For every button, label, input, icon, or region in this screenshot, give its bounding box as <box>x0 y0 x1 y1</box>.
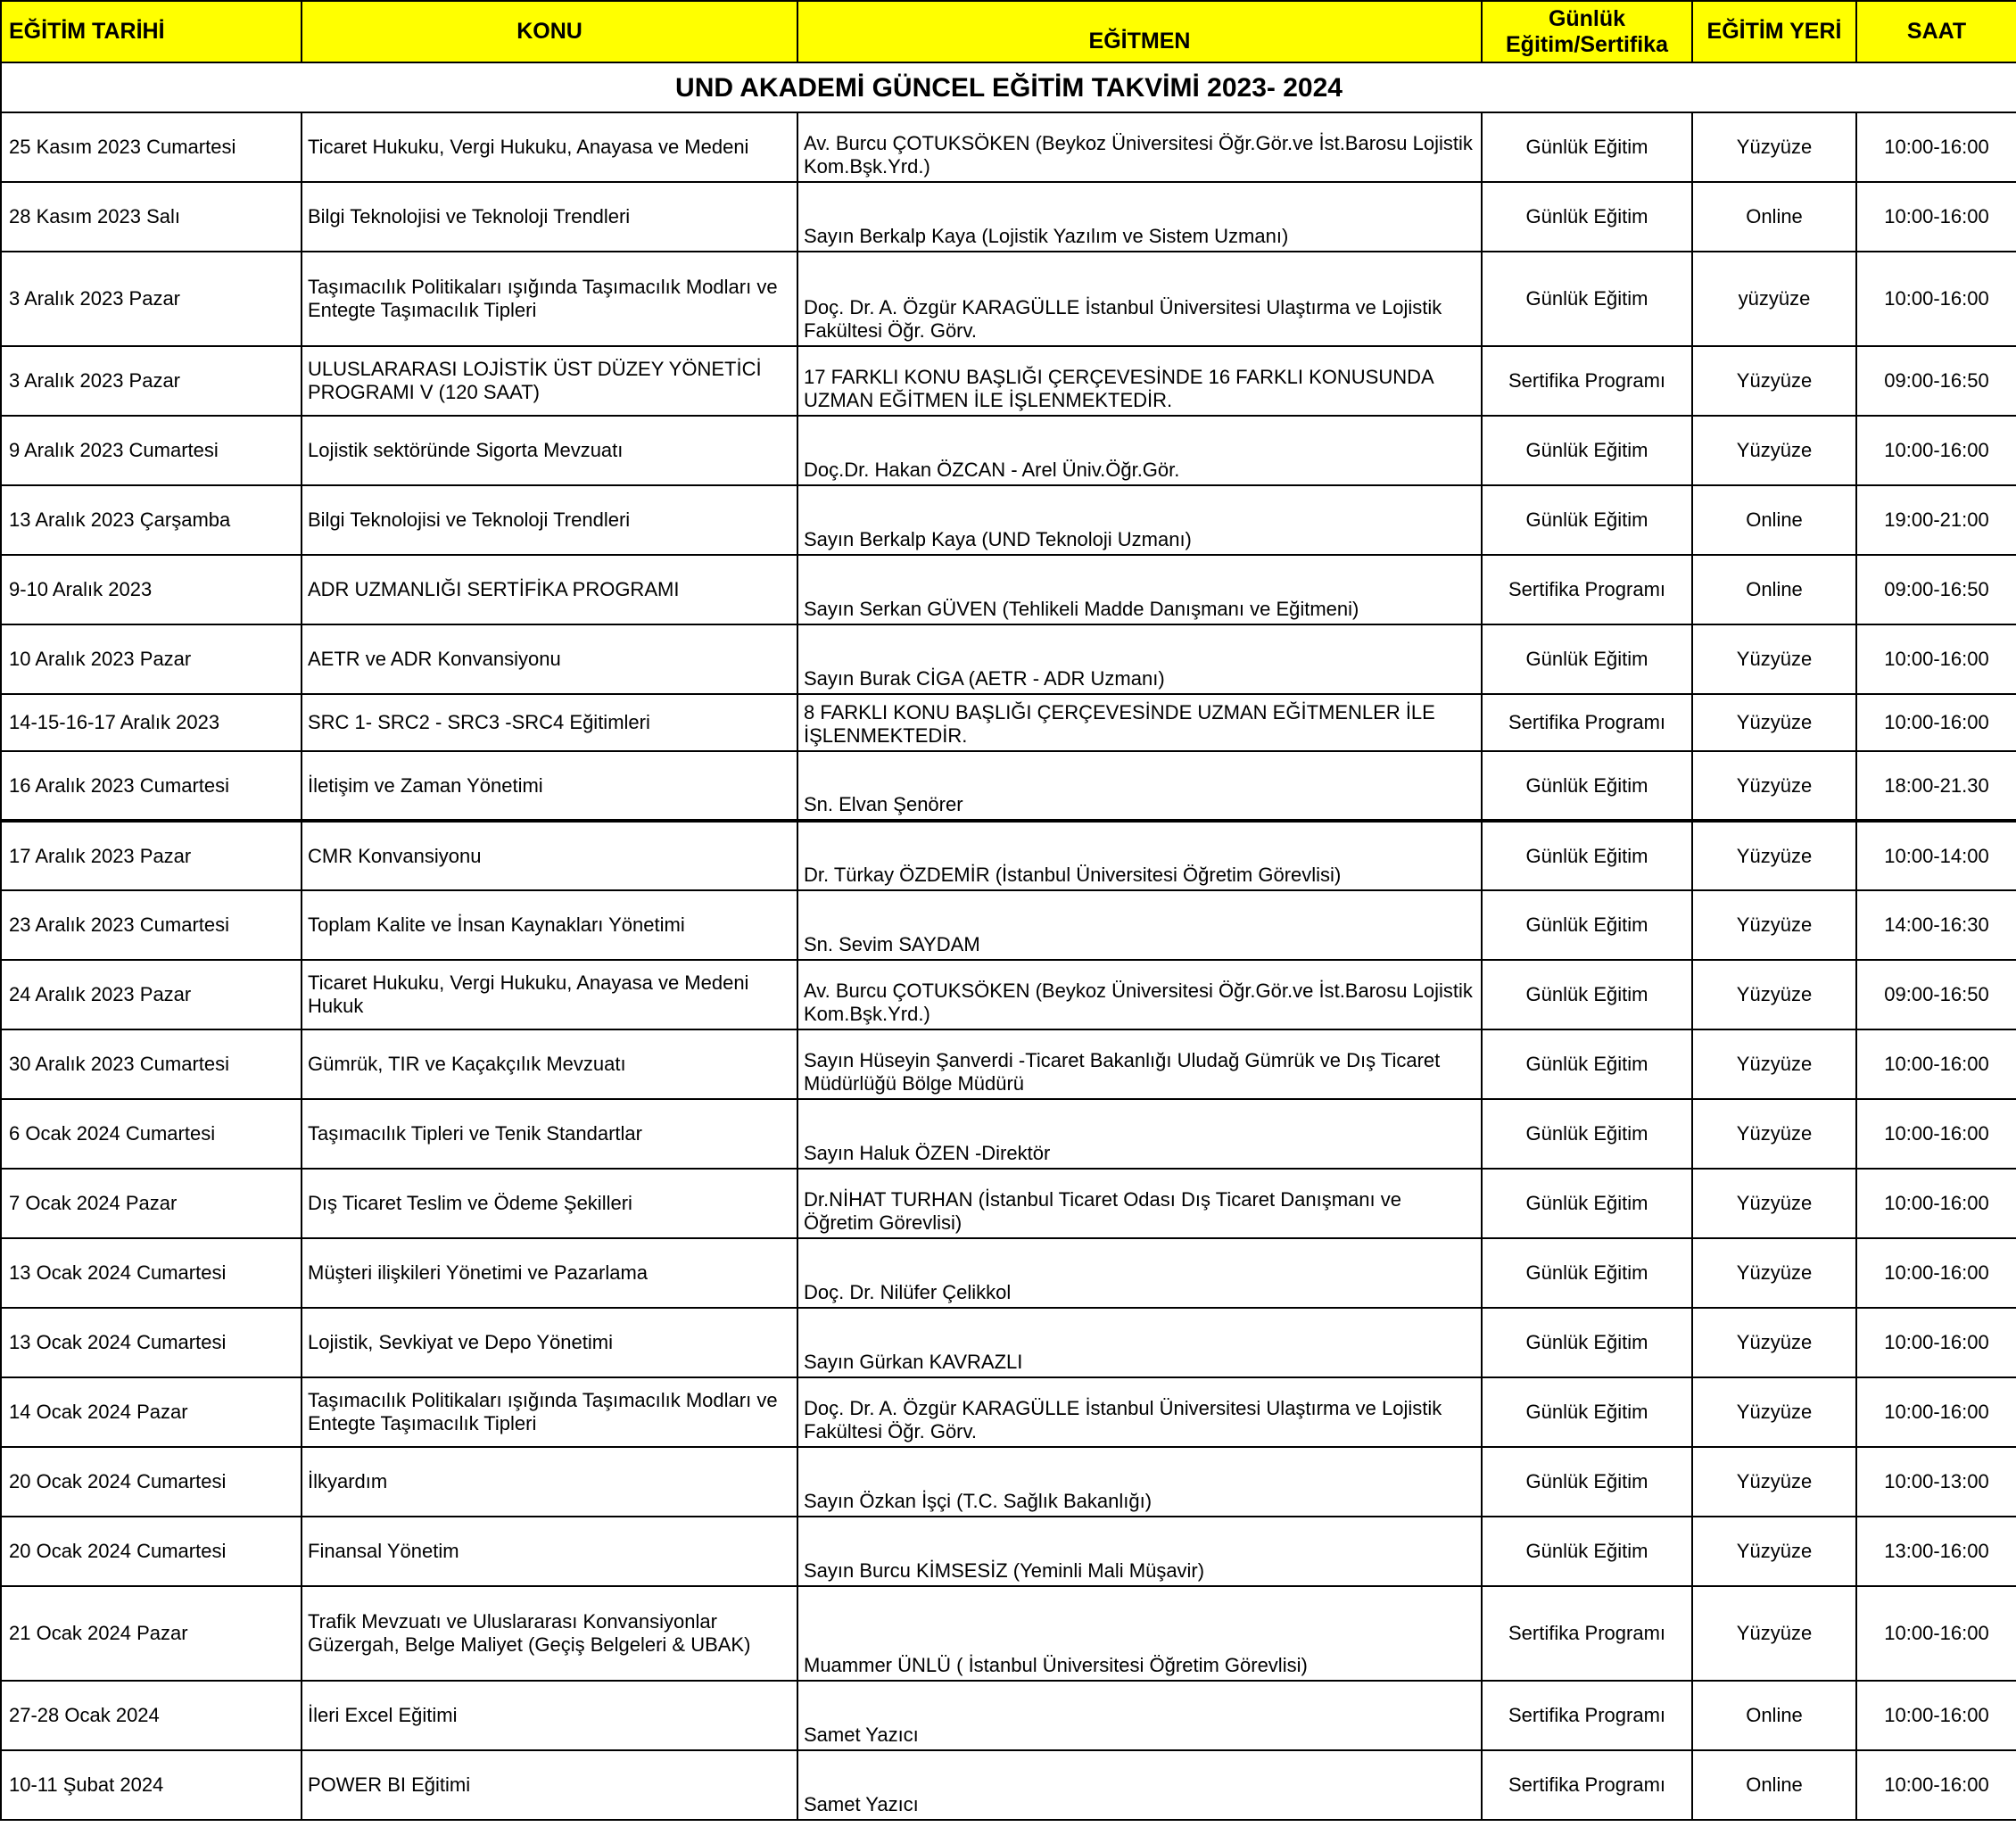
cell-topic: İletişim ve Zaman Yönetimi <box>302 751 797 821</box>
cell-topic: Finansal Yönetim <box>302 1517 797 1586</box>
table-row <box>1 1681 2016 1750</box>
cell-topic: Lojistik, Sevkiyat ve Depo Yönetimi <box>302 1308 797 1377</box>
cell-trainer: 17 FARKLI KONU BAŞLIĞI ÇERÇEVESİNDE 16 FARKLI KONUSUNDA UZMAN EĞİTMEN İLE İŞLENMEKTEDİR. <box>797 346 1482 416</box>
cell-date: 21 Ocak 2024 Pazar <box>1 1586 302 1681</box>
table-row <box>1 821 2016 890</box>
cell-time: 09:00-16:50 <box>1856 960 2016 1029</box>
cell-date: 27-28 Ocak 2024 <box>1 1681 302 1750</box>
cell-topic: CMR Konvansiyonu <box>302 821 797 890</box>
cell-date: 10-11 Şubat 2024 <box>1 1750 302 1820</box>
table-row <box>1 1099 2016 1169</box>
table-row <box>1 1308 2016 1377</box>
cell-place: Yüzyüze <box>1692 1099 1856 1169</box>
cell-trainer: Sayın Haluk ÖZEN -Direktör <box>797 1099 1482 1169</box>
cell-trainer: Sayın Berkalp Kaya (UND Teknoloji Uzmanı) <box>797 485 1482 555</box>
cell-place: Online <box>1692 1750 1856 1820</box>
table-row <box>1 416 2016 485</box>
cell-type: Günlük Eğitim <box>1482 1238 1692 1308</box>
cell-time: 10:00-16:00 <box>1856 1750 2016 1820</box>
cell-topic: Toplam Kalite ve İnsan Kaynakları Yönetimi <box>302 890 797 960</box>
cell-time: 10:00-16:00 <box>1856 1308 2016 1377</box>
cell-time: 10:00-16:00 <box>1856 1169 2016 1238</box>
cell-topic: AETR ve ADR Konvansiyonu <box>302 624 797 694</box>
cell-type: Sertifika Programı <box>1482 555 1692 624</box>
cell-date: 9 Aralık 2023 Cumartesi <box>1 416 302 485</box>
cell-topic: POWER BI Eğitimi <box>302 1750 797 1820</box>
column-header-konu: KONU <box>302 1 797 62</box>
cell-trainer: Doç. Dr. A. Özgür KARAGÜLLE İstanbul Üniversitesi Ulaştırma ve Lojistik Fakültesi Öğr. Görv. <box>797 1377 1482 1447</box>
table-row <box>1 1238 2016 1308</box>
cell-place: yüzyüze <box>1692 252 1856 346</box>
cell-type: Günlük Eğitim <box>1482 624 1692 694</box>
cell-place: Yüzyüze <box>1692 416 1856 485</box>
table-row <box>1 694 2016 751</box>
cell-type: Günlük Eğitim <box>1482 1308 1692 1377</box>
cell-place: Yüzyüze <box>1692 751 1856 821</box>
cell-type: Sertifika Programı <box>1482 1681 1692 1750</box>
table-row <box>1 555 2016 624</box>
cell-topic: Taşımacılık Tipleri ve Tenik Standartlar <box>302 1099 797 1169</box>
table-body <box>1 112 2016 1820</box>
cell-trainer: Doç.Dr. Hakan ÖZCAN - Arel Üniv.Öğr.Gör. <box>797 416 1482 485</box>
table-row <box>1 112 2016 182</box>
table-row <box>1 1447 2016 1517</box>
cell-type: Günlük Eğitim <box>1482 751 1692 821</box>
table-row <box>1 1169 2016 1238</box>
cell-place: Yüzyüze <box>1692 960 1856 1029</box>
cell-date: 14 Ocak 2024 Pazar <box>1 1377 302 1447</box>
cell-topic: ULUSLARARASI LOJİSTİK ÜST DÜZEY YÖNETİCİ PROGRAMI V (120 SAAT) <box>302 346 797 416</box>
cell-topic: İlkyardım <box>302 1447 797 1517</box>
cell-place: Online <box>1692 555 1856 624</box>
cell-time: 18:00-21.30 <box>1856 751 2016 821</box>
cell-place: Yüzyüze <box>1692 624 1856 694</box>
cell-trainer: Sayın Gürkan KAVRAZLI <box>797 1308 1482 1377</box>
cell-topic: SRC 1- SRC2 - SRC3 -SRC4 Eğitimleri <box>302 694 797 751</box>
cell-place: Online <box>1692 1681 1856 1750</box>
table-header-row <box>1 1 2016 62</box>
cell-date: 13 Ocak 2024 Cumartesi <box>1 1308 302 1377</box>
cell-time: 10:00-16:00 <box>1856 694 2016 751</box>
table-row <box>1 182 2016 252</box>
cell-trainer: Dr.NİHAT TURHAN (İstanbul Ticaret Odası Dış Ticaret Danışmanı ve Öğretim Görevlisi) <box>797 1169 1482 1238</box>
cell-type: Günlük Eğitim <box>1482 182 1692 252</box>
cell-time: 14:00-16:30 <box>1856 890 2016 960</box>
cell-trainer: Muammer ÜNLÜ ( İstanbul Üniversitesi Öğretim Görevlisi) <box>797 1586 1482 1681</box>
table-row <box>1 751 2016 821</box>
page-title: UND AKADEMİ GÜNCEL EĞİTİM TAKVİMİ 2023- 2024 <box>1 62 2016 112</box>
cell-time: 10:00-14:00 <box>1856 821 2016 890</box>
cell-time: 10:00-16:00 <box>1856 1238 2016 1308</box>
cell-trainer: Sayın Burak CİGA (AETR - ADR Uzmanı) <box>797 624 1482 694</box>
title-row <box>1 62 2016 112</box>
cell-date: 24 Aralık 2023 Pazar <box>1 960 302 1029</box>
table-row <box>1 1750 2016 1820</box>
cell-type: Sertifika Programı <box>1482 694 1692 751</box>
table-row <box>1 346 2016 416</box>
cell-date: 13 Aralık 2023 Çarşamba <box>1 485 302 555</box>
cell-time: 10:00-13:00 <box>1856 1447 2016 1517</box>
column-header-egitmen: EĞİTMEN <box>797 1 1482 62</box>
cell-place: Online <box>1692 485 1856 555</box>
cell-topic: Lojistik sektöründe Sigorta Mevzuatı <box>302 416 797 485</box>
column-header-gunluk-egitim-sertifika: Günlük Eğitim/Sertifika <box>1482 1 1692 62</box>
cell-topic: Dış Ticaret Teslim ve Ödeme Şekilleri <box>302 1169 797 1238</box>
table-row <box>1 485 2016 555</box>
table-row <box>1 960 2016 1029</box>
cell-trainer: Sayın Burcu KİMSESİZ (Yeminli Mali Müşavir) <box>797 1517 1482 1586</box>
cell-date: 6 Ocak 2024 Cumartesi <box>1 1099 302 1169</box>
table-row <box>1 890 2016 960</box>
cell-type: Sertifika Programı <box>1482 346 1692 416</box>
cell-trainer: Samet Yazıcı <box>797 1681 1482 1750</box>
cell-trainer: Av. Burcu ÇOTUKSÖKEN (Beykoz Üniversitesi Öğr.Gör.ve İst.Barosu Lojistik Kom.Bşk.Yrd.) <box>797 112 1482 182</box>
cell-type: Günlük Eğitim <box>1482 1029 1692 1099</box>
table-row <box>1 1517 2016 1586</box>
cell-type: Günlük Eğitim <box>1482 1447 1692 1517</box>
cell-topic: Trafik Mevzuatı ve Uluslararası Konvansiyonlar Güzergah, Belge Maliyet (Geçiş Belgeleri & UBAK) <box>302 1586 797 1681</box>
cell-time: 10:00-16:00 <box>1856 1099 2016 1169</box>
cell-date: 17 Aralık 2023 Pazar <box>1 821 302 890</box>
cell-type: Günlük Eğitim <box>1482 890 1692 960</box>
cell-time: 10:00-16:00 <box>1856 252 2016 346</box>
cell-time: 10:00-16:00 <box>1856 1586 2016 1681</box>
cell-type: Sertifika Programı <box>1482 1750 1692 1820</box>
cell-topic: Taşımacılık Politikaları ışığında Taşımacılık Modları ve Entegte Taşımacılık Tipleri <box>302 252 797 346</box>
cell-date: 13 Ocak 2024 Cumartesi <box>1 1238 302 1308</box>
cell-date: 3 Aralık 2023 Pazar <box>1 252 302 346</box>
cell-time: 10:00-16:00 <box>1856 624 2016 694</box>
cell-date: 20 Ocak 2024 Cumartesi <box>1 1447 302 1517</box>
cell-place: Yüzyüze <box>1692 694 1856 751</box>
cell-place: Yüzyüze <box>1692 112 1856 182</box>
cell-place: Yüzyüze <box>1692 890 1856 960</box>
cell-time: 10:00-16:00 <box>1856 112 2016 182</box>
cell-date: 7 Ocak 2024 Pazar <box>1 1169 302 1238</box>
cell-trainer: Sayın Berkalp Kaya (Lojistik Yazılım ve Sistem Uzmanı) <box>797 182 1482 252</box>
cell-topic: Gümrük, TIR ve Kaçakçılık Mevzuatı <box>302 1029 797 1099</box>
cell-place: Yüzyüze <box>1692 1447 1856 1517</box>
cell-time: 09:00-16:50 <box>1856 346 2016 416</box>
cell-trainer: Sn. Elvan Şenörer <box>797 751 1482 821</box>
cell-date: 20 Ocak 2024 Cumartesi <box>1 1517 302 1586</box>
cell-place: Yüzyüze <box>1692 1377 1856 1447</box>
cell-place: Online <box>1692 182 1856 252</box>
cell-trainer: Dr. Türkay ÖZDEMİR (İstanbul Üniversitesi Öğretim Görevlisi) <box>797 821 1482 890</box>
cell-trainer: Sayın Serkan GÜVEN (Tehlikeli Madde Danışmanı ve Eğitmeni) <box>797 555 1482 624</box>
table-row <box>1 624 2016 694</box>
cell-type: Günlük Eğitim <box>1482 1377 1692 1447</box>
cell-trainer: Samet Yazıcı <box>797 1750 1482 1820</box>
cell-trainer: Sayın Hüseyin Şanverdi -Ticaret Bakanlığı Uludağ Gümrük ve Dış Ticaret Müdürlüğü Bölge Müdürü <box>797 1029 1482 1099</box>
cell-trainer: Doç. Dr. A. Özgür KARAGÜLLE İstanbul Üniversitesi Ulaştırma ve Lojistik Fakültesi Öğr. Görv. <box>797 252 1482 346</box>
cell-place: Yüzyüze <box>1692 1029 1856 1099</box>
table-row <box>1 252 2016 346</box>
cell-place: Yüzyüze <box>1692 821 1856 890</box>
cell-time: 10:00-16:00 <box>1856 182 2016 252</box>
cell-topic: Bilgi Teknolojisi ve Teknoloji Trendleri <box>302 485 797 555</box>
table-row <box>1 1586 2016 1681</box>
cell-date: 28 Kasım 2023 Salı <box>1 182 302 252</box>
cell-date: 14-15-16-17 Aralık 2023 <box>1 694 302 751</box>
cell-time: 19:00-21:00 <box>1856 485 2016 555</box>
cell-place: Yüzyüze <box>1692 1238 1856 1308</box>
cell-topic: Müşteri ilişkileri Yönetimi ve Pazarlama <box>302 1238 797 1308</box>
cell-topic: ADR UZMANLIĞI SERTİFİKA PROGRAMI <box>302 555 797 624</box>
cell-topic: Ticaret Hukuku, Vergi Hukuku, Anayasa ve Medeni Hukuk <box>302 960 797 1029</box>
cell-date: 30 Aralık 2023 Cumartesi <box>1 1029 302 1099</box>
column-header-egitim-yeri: EĞİTİM YERİ <box>1692 1 1856 62</box>
cell-trainer: Av. Burcu ÇOTUKSÖKEN (Beykoz Üniversitesi Öğr.Gör.ve İst.Barosu Lojistik Kom.Bşk.Yrd.) <box>797 960 1482 1029</box>
cell-type: Günlük Eğitim <box>1482 112 1692 182</box>
cell-time: 10:00-16:00 <box>1856 1029 2016 1099</box>
cell-type: Günlük Eğitim <box>1482 960 1692 1029</box>
cell-date: 3 Aralık 2023 Pazar <box>1 346 302 416</box>
cell-date: 16 Aralık 2023 Cumartesi <box>1 751 302 821</box>
cell-type: Günlük Eğitim <box>1482 821 1692 890</box>
cell-topic: İleri Excel Eğitimi <box>302 1681 797 1750</box>
cell-topic: Bilgi Teknolojisi ve Teknoloji Trendleri <box>302 182 797 252</box>
cell-type: Günlük Eğitim <box>1482 1099 1692 1169</box>
cell-time: 10:00-16:00 <box>1856 1377 2016 1447</box>
cell-time: 10:00-16:00 <box>1856 416 2016 485</box>
cell-date: 10 Aralık 2023 Pazar <box>1 624 302 694</box>
cell-type: Günlük Eğitim <box>1482 485 1692 555</box>
cell-time: 13:00-16:00 <box>1856 1517 2016 1586</box>
cell-trainer: 8 FARKLI KONU BAŞLIĞI ÇERÇEVESİNDE UZMAN EĞİTMENLER İLE İŞLENMEKTEDİR. <box>797 694 1482 751</box>
column-header-egitim-tarihi: EĞİTİM TARİHİ <box>1 1 302 62</box>
cell-type: Sertifika Programı <box>1482 1586 1692 1681</box>
cell-type: Günlük Eğitim <box>1482 1169 1692 1238</box>
cell-type: Günlük Eğitim <box>1482 416 1692 485</box>
cell-date: 23 Aralık 2023 Cumartesi <box>1 890 302 960</box>
cell-topic: Ticaret Hukuku, Vergi Hukuku, Anayasa ve Medeni <box>302 112 797 182</box>
table-row <box>1 1029 2016 1099</box>
cell-date: 25 Kasım 2023 Cumartesi <box>1 112 302 182</box>
cell-topic: Taşımacılık Politikaları ışığında Taşımacılık Modları ve Entegte Taşımacılık Tipleri <box>302 1377 797 1447</box>
cell-type: Günlük Eğitim <box>1482 252 1692 346</box>
cell-type: Günlük Eğitim <box>1482 1517 1692 1586</box>
cell-place: Yüzyüze <box>1692 1517 1856 1586</box>
cell-date: 9-10 Aralık 2023 <box>1 555 302 624</box>
cell-time: 10:00-16:00 <box>1856 1681 2016 1750</box>
cell-time: 09:00-16:50 <box>1856 555 2016 624</box>
cell-place: Yüzyüze <box>1692 346 1856 416</box>
cell-trainer: Doç. Dr. Nilüfer Çelikkol <box>797 1238 1482 1308</box>
table-row <box>1 1377 2016 1447</box>
column-header-saat: SAAT <box>1856 1 2016 62</box>
cell-place: Yüzyüze <box>1692 1169 1856 1238</box>
cell-place: Yüzyüze <box>1692 1586 1856 1681</box>
cell-trainer: Sn. Sevim SAYDAM <box>797 890 1482 960</box>
cell-place: Yüzyüze <box>1692 1308 1856 1377</box>
cell-trainer: Sayın Özkan İşçi (T.C. Sağlık Bakanlığı) <box>797 1447 1482 1517</box>
